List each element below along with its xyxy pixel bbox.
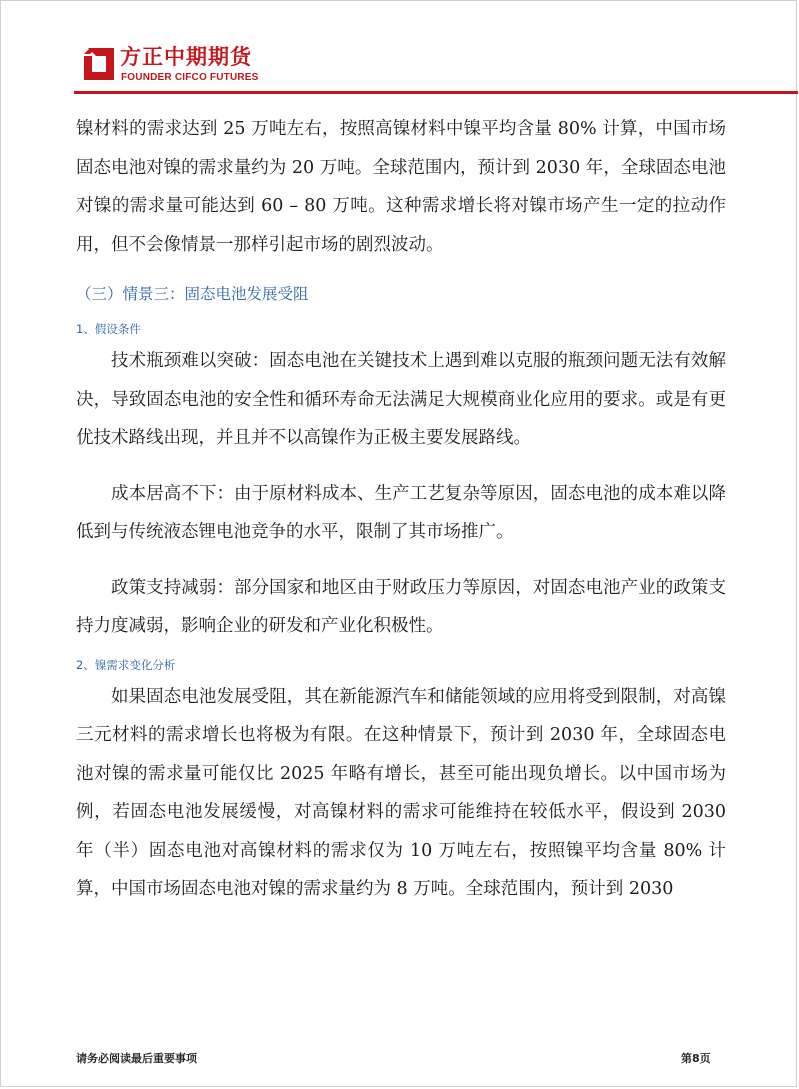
assumption-paragraph-3: 政策支持减弱：部分国家和地区由于财政压力等原因，对固态电池产业的政策支持力度减弱，影响企业的研发和产业化积极性。 — [76, 577, 726, 636]
page-header — [0, 0, 799, 96]
assumption-paragraph-2: 成本居高不下：由于原材料成本、生产工艺复杂等原因，固态电池的成本难以降低到与传统液态锂电池竞争的水平，限制了其市场推广。 — [76, 483, 726, 542]
company-name-en: FOUNDER CIFCO FUTURES — [121, 72, 259, 83]
page-content — [76, 110, 726, 909]
footer-disclaimer: 请务必阅读最后重要事项 — [76, 1052, 197, 1065]
subsection-heading-assumptions: 1、假设条件 — [76, 322, 141, 336]
page-number: 第8页 — [681, 1052, 711, 1065]
company-name-cn: 方正中期期货 — [120, 45, 252, 69]
founder-logo-icon — [82, 44, 116, 84]
section-heading: （三）情景三：固态电池发展受阻 — [76, 285, 309, 303]
analysis-paragraph: 如果固态电池发展受阻，其在新能源汽车和储能领域的应用将受到限制，对高镍三元材料的需求增长也将极为有限。在这种情景下，预计到 2030 年，全球固态电池对镍的需求量可能仅比 2025 年略有增长，甚至可能出现负增长。以中国市场为例，若固态电池发展缓慢，对高镍材料的需求可能维持在较低水平，假设到 2030 年（半）固态电池对高镍材料的需求仅为 10 万吨左右，按照镍平均含量 80% 计算，中国市场固态电池对镍的需求量约为 8 万吨。全球范围内，预计到 2030 — [76, 686, 726, 899]
paragraph-continuation: 镍材料的需求达到 25 万吨左右，按照高镍材料中镍平均含量 80% 计算，中国市场固态电池对镍的需求量约为 20 万吨。全球范围内，预计到 2030 年，全球固态电池对镍的需求量可能达到 60 – 80 万吨。这种需求增长将对镍市场产生一定的拉动作用，但不会像情景一那样引起市场的剧烈波动。 — [76, 119, 726, 255]
header-divider — [74, 91, 798, 94]
assumption-paragraph-1: 技术瓶颈难以突破：固态电池在关键技术上遇到难以克服的瓶颈问题无法有效解决，导致固态电池的安全性和循环寿命无法满足大规模商业化应用的要求。或是有更优技术路线出现，并且并不以高镍作为正极主要发展路线。 — [76, 351, 726, 448]
subsection-heading-analysis: 2、镍需求变化分析 — [76, 657, 176, 672]
